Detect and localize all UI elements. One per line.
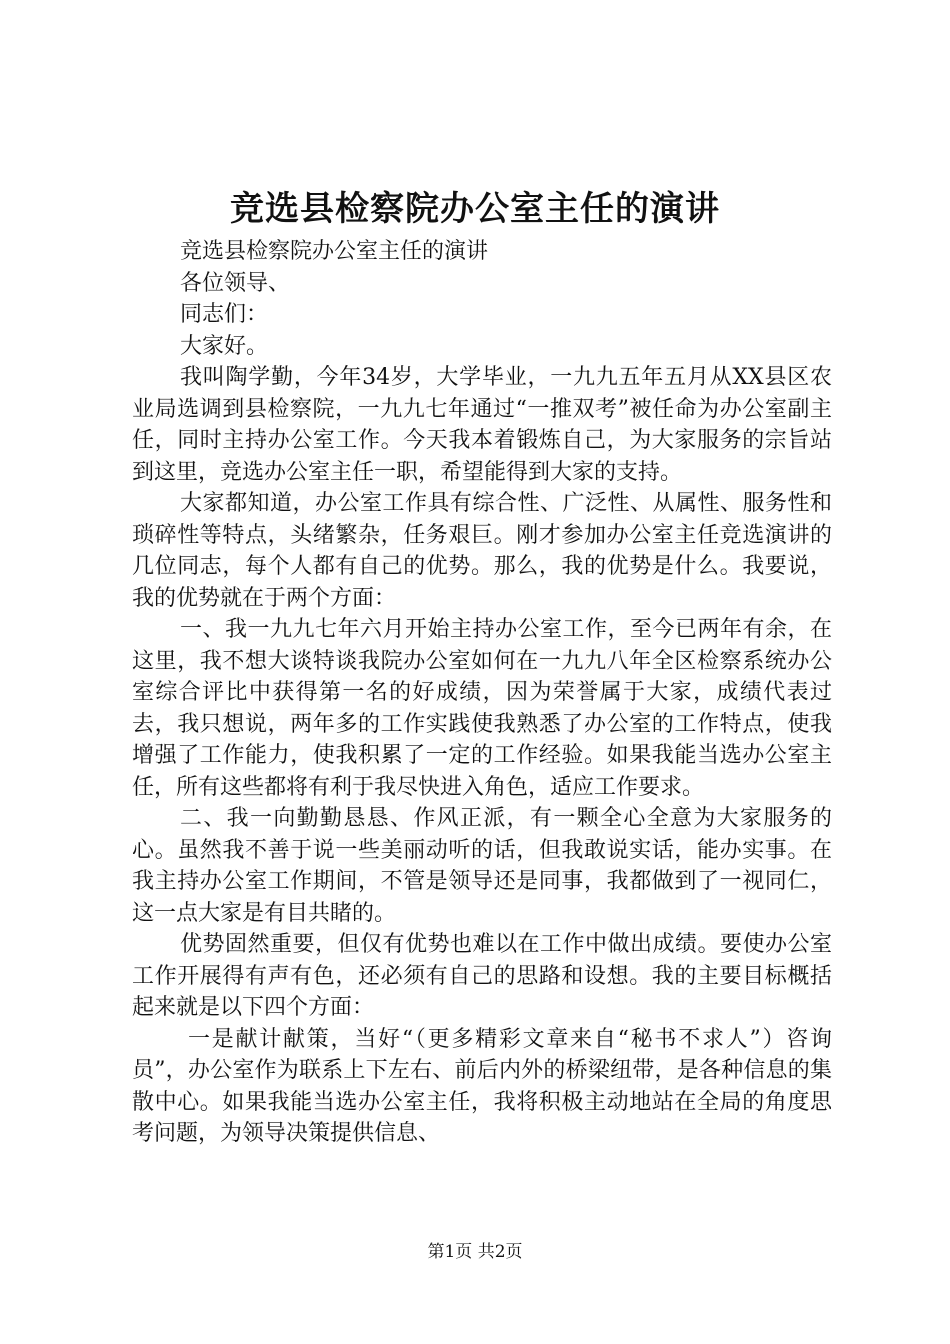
document-title: 竞选县检察院办公室主任的演讲 <box>230 189 720 229</box>
paragraph: 优势固然重要，但仅有优势也难以在工作中做出成绩。要使办公室工作开展得有声有色，还必须有自己的思路和设想。我的主要目标概括起来就是以下四个方面： <box>132 932 832 1020</box>
paragraph: 一、我一九九七年六月开始主持办公室工作，至今已两年有余，在这里，我不想大谈特谈我院办公室如何在一九九八年全区检察系统办公室综合评比中获得第一名的好成绩，因为荣誉属于大家，成绩代表过去，我只想说，两年多的工作实践使我熟悉了办公室的工作特点，使我增强了工作能力，使我积累了一定的工作经验。如果我能当选办公室主任，所有这些都将有利于我尽快进入角色，适应工作要求。 <box>132 617 832 800</box>
paragraph: 竞选县检察院办公室主任的演讲 <box>180 239 489 264</box>
paragraph: 同志们： <box>180 302 269 327</box>
paragraph: 二、我一向勤勤恳恳、作风正派，有一颗全心全意为大家服务的心。虽然我不善于说一些美丽动听的话，但我敢说实话，能办实事。在我主持办公室工作期间，不管是领导还是同事，我都做到了一视同仁，这一点大家是有目共睹的。 <box>132 806 832 926</box>
document-body <box>132 236 832 1150</box>
paragraph: 各位领导、 <box>180 270 291 296</box>
paragraph: 我叫陶学勤，今年34岁，大学毕业，一九九五年五月从XX县区农业局选调到县检察院，一九九七年通过“一推双考”被任命为办公室副主任，同时主持办公室工作。今天我本着锻炼自己，为大家服务的宗旨站到这里，竞选办公室主任一职，希望能得到大家的支持。 <box>132 365 832 485</box>
paragraph: 大家都知道，办公室工作具有综合性、广泛性、从属性、服务性和琐碎性等特点，头绪繁杂，任务艰巨。刚才参加办公室主任竞选演讲的几位同志，每个人都有自己的优势。那么，我的优势是什么。我要说，我的优势就在于两个方面： <box>132 491 832 611</box>
page-footer: 第1页 共2页 <box>427 1242 523 1262</box>
paragraph: 一是献计献策，当好“（更多精彩文章来自“秘书不求人”）咨询员”，办公室作为联系上下左右、前后内外的桥梁纽带，是各种信息的集散中心。如果我能当选办公室主任，我将积极主动地站在全局的角度思考问题，为领导决策提供信息、 <box>132 1026 832 1146</box>
paragraph: 大家好。 <box>180 333 269 359</box>
